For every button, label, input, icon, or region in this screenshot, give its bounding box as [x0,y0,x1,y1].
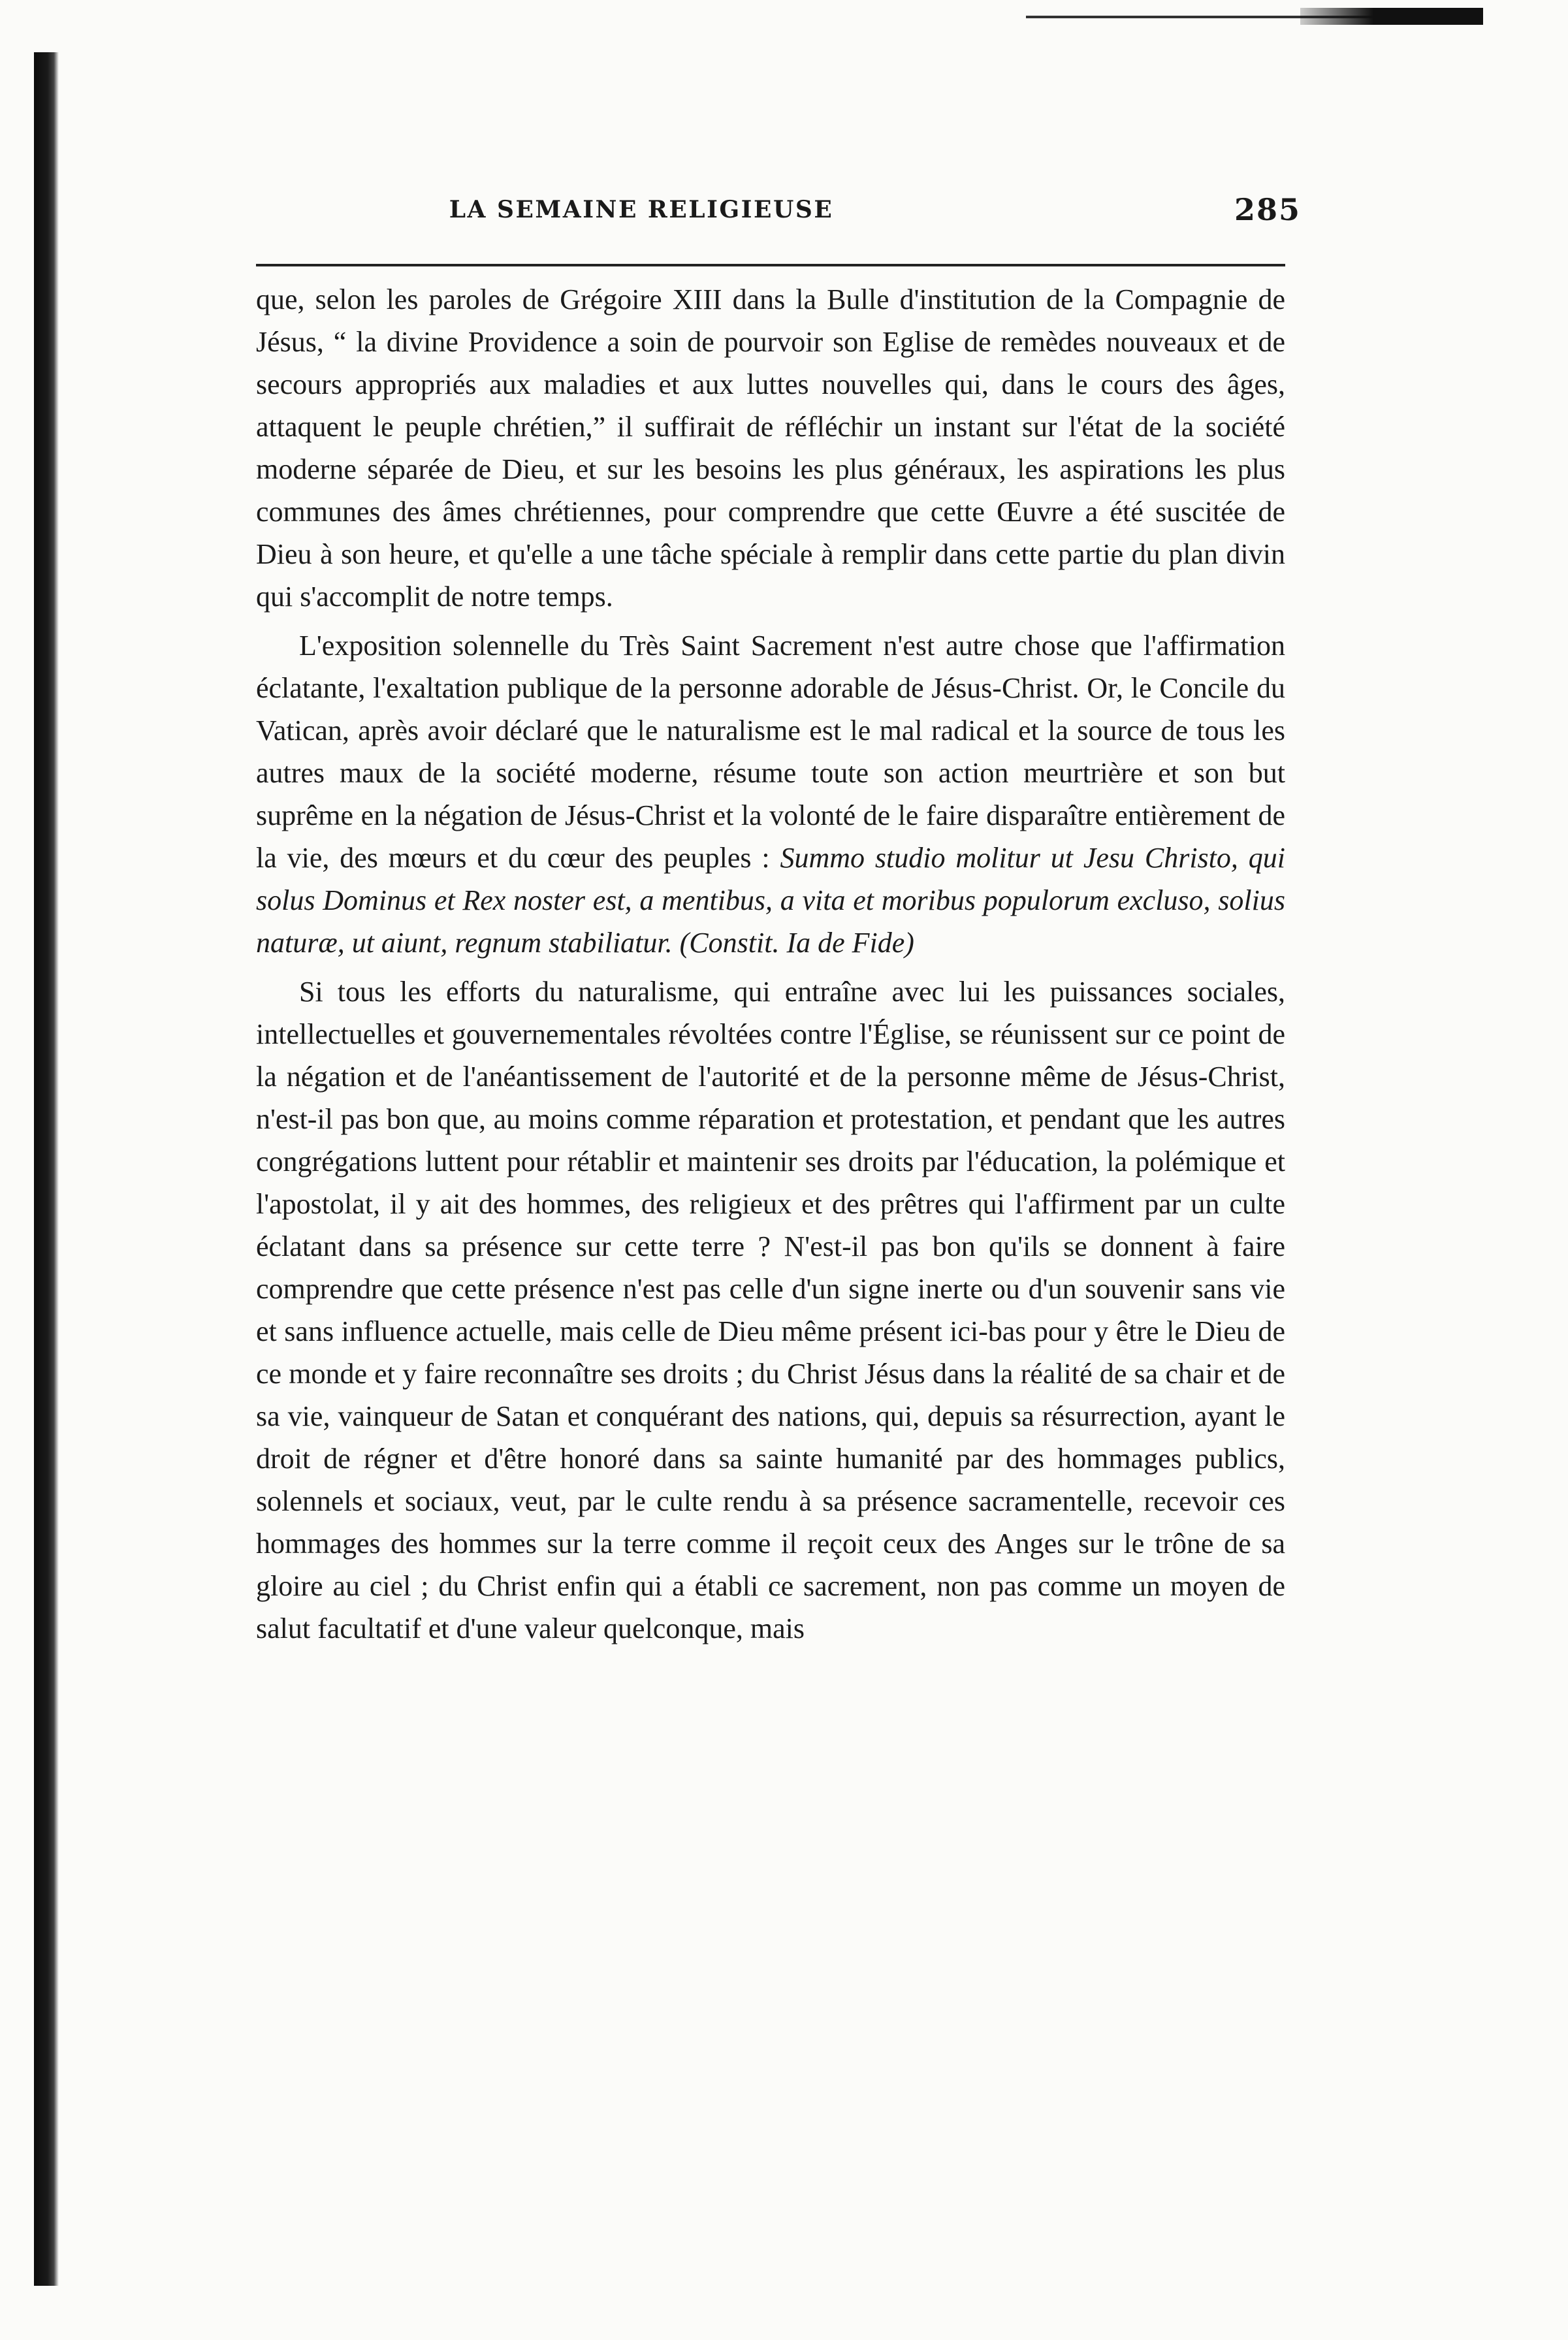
scan-artifact-block [1300,8,1483,25]
latin-quotation: Summo studio molitur ut Jesu Christo, qui solus Dominus et Rex noster est, a mentibus, a vita et moribus populorum excluso, solius naturæ, ut aiunt, regnum stabiliatur. [256,842,1285,959]
book-binding-shadow [34,52,59,2286]
running-title: LA SEMAINE RELIGIEUSE [449,196,834,223]
scan-artifact-bar [1026,7,1483,29]
paragraph-2 [256,624,1285,964]
paragraph-1: que, selon les paroles de Grégoire XIII dans la Bulle d'institution de la Compagnie de Jésus, “ la divine Providence a soin de pourvoir son Eglise de remèdes nouveaux et de secours appropriés aux maladies et aux luttes nouvelles qui, dans le cours des âges, attaquent le peuple chrétien,” il suffirait de réfléchir un instant sur l'état de la société moderne séparée de Dieu, et sur les besoins les plus généraux, les aspirations les plus communes des âmes chrétiennes, pour comprendre que cette Œuvre a été suscitée de Dieu à son heure, et qu'elle a une tâche spéciale à remplir dans cette partie du plan divin qui s'accomplit de notre temps. [256,283,1285,613]
paragraph-2-text: L'exposition solennelle du Très Saint Sacrement n'est autre chose que l'affirmation éclatante, l'exaltation publique de la personne adorable de Jésus-Christ. Or, le Concile du Vatican, après avoir déclaré que le naturalisme est le mal radical et la source de tous les autres maux de la société moderne, résume toute son action meurtrière et son but suprême en la négation de Jésus-Christ et la volonté de le faire disparaître entièrement de la vie, des mœurs et du cœur des peuples : [256,630,1285,874]
page-number: 285 [1234,192,1301,227]
body-text [256,278,1285,1650]
citation: (Constit. Ia de Fide) [679,927,914,959]
paragraph-3: Si tous les efforts du naturalisme, qui entraîne avec lui les puissances sociales, intellectuelles et gouvernementales révoltées contre l'Église, se réunissent sur ce point de la négation et de l'anéantissement de l'autorité et de la personne même de Jésus-Christ, n'est-il pas bon que, au moins comme réparation et protestation, et pendant que les autres congrégations luttent pour rétablir et maintenir ses droits par l'éducation, la polémique et l'apostolat, il y ait des hommes, des religieux et des prêtres qui l'affirment par un culte éclatant dans sa présence sur cette terre ? N'est-il pas bon qu'ils se donnent à faire comprendre que cette présence n'est pas celle d'un signe inerte ou d'un souvenir sans vie et sans influence actuelle, mais celle de Dieu même présent ici-bas pour y être le Dieu de ce monde et y faire reconnaître ses droits ; du Christ Jésus dans la réalité de sa chair et de sa vie, vainqueur de Satan et conquérant des nations, qui, depuis sa résurrection, ayant le droit de régner et d'être honoré dans sa sainte humanité par des hommages publics, solennels et sociaux, veut, par le culte rendu à sa présence sacramentelle, recevoir ces hommages des hommes sur la terre comme il reçoit ceux des Anges sur le trône de sa gloire au ciel ; du Christ enfin qui a établi ce sacrement, non pas comme un moyen de salut facultatif et d'une valeur quelconque, mais [256,976,1285,1644]
running-head [256,192,1301,248]
header-rule [256,264,1285,266]
